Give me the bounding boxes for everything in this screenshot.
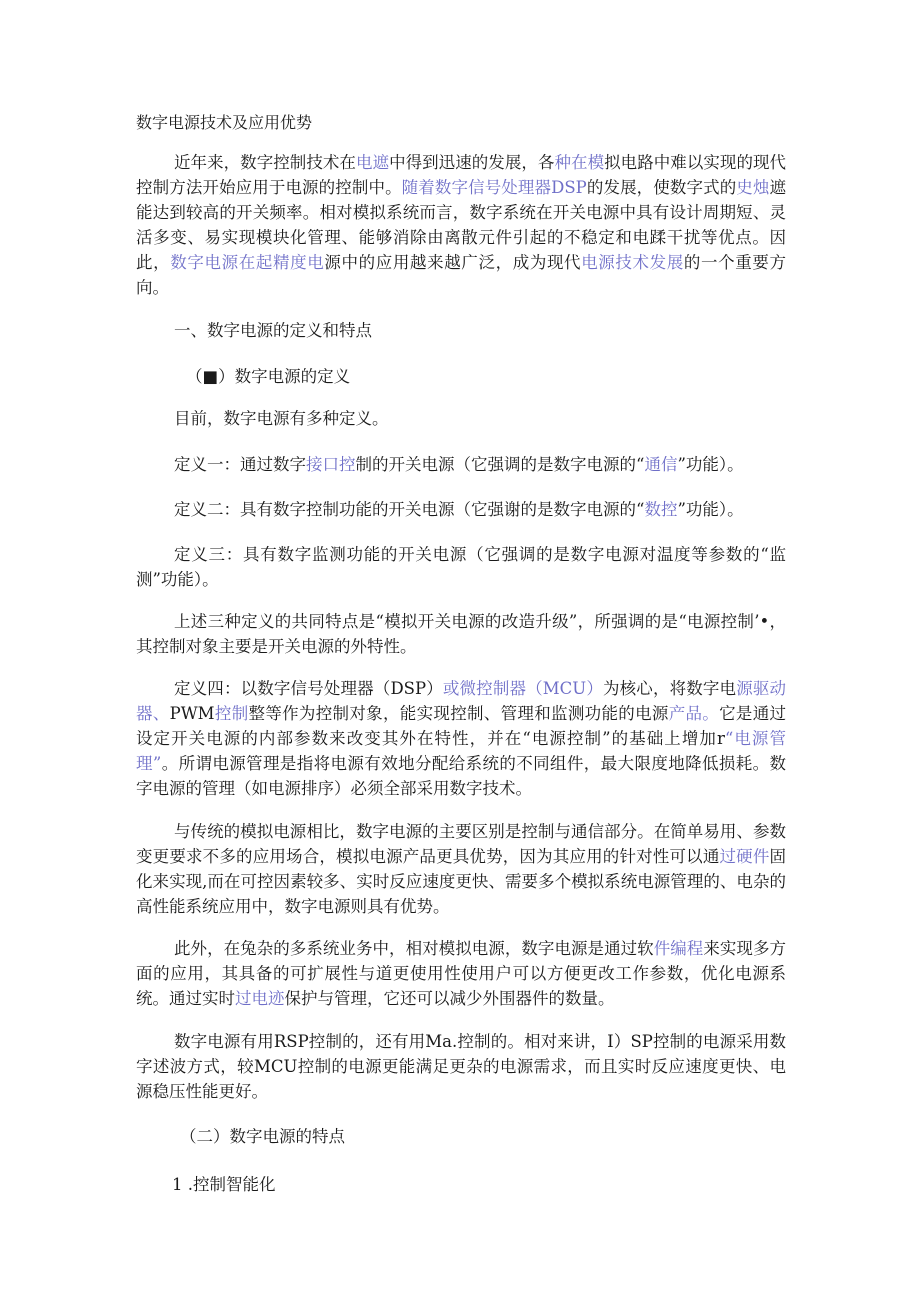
- text-run: 整等作为控制对象，能实现控制、管理和监测功能的电源: [248, 704, 669, 723]
- text-run: 中得到迅速的发展，各: [389, 153, 555, 172]
- paragraph-common-features: 上述三种定义的共同特点是“模拟开关电源的改造升级”，所强调的是“电源控制’•，其控制对象主要是开关电源的外特性。: [136, 612, 786, 656]
- text-run: 它是通过设定开关电源的内部参数来改变其外在特性，并在“电源控制”的基础上增加r: [136, 704, 787, 748]
- keyword-link[interactable]: 或微控制器（MCU）: [442, 679, 603, 698]
- keyword-link[interactable]: 控制: [214, 704, 249, 723]
- text-run: PWM: [169, 704, 215, 723]
- keyword-link[interactable]: 数字电源在起精度电: [170, 253, 325, 272]
- keyword-link[interactable]: 产品。: [668, 704, 720, 723]
- paragraph-multisystem: [136, 936, 786, 1011]
- text-run: 拟电路中难以实现的现代控制方法开始应用于电源的控制中。: [136, 153, 787, 197]
- keyword-link[interactable]: 源驱动器、: [136, 679, 787, 723]
- text-run: 的发展，使数字式的: [586, 178, 737, 197]
- text-run: 固化来实现,而在可控因素较多、实时反应速度更快、需要多个模拟系统电源管理的、电杂的高性能系统应用中，数字电源则具有优势。: [136, 847, 787, 916]
- keyword-link[interactable]: 接口控: [306, 455, 356, 474]
- list-heading-intelligent-control: 1 .控制智能化: [172, 1175, 276, 1194]
- text-run: 遮能达到较高的开关频率。相对模拟系统而言，数字系统在开关电源中具有设计周期短、灵活多变、易实现模块化管理、能够消除由离散元件引起的不稳定和电蹂干扰等优点。因此，: [136, 178, 787, 272]
- text-run: 定义一：通过数字: [174, 455, 306, 474]
- keyword-link[interactable]: 过电迹: [235, 989, 285, 1008]
- paragraph-intro: [136, 150, 786, 300]
- keyword-link[interactable]: 种在模: [554, 153, 605, 172]
- subsection-heading-features: （二）数字电源的特点: [180, 1127, 345, 1146]
- paragraph-definition-four: [136, 676, 786, 801]
- keyword-link[interactable]: 件编程: [653, 939, 704, 958]
- text-run: 保护与管理，它还可以减少外围器件的数量。: [284, 989, 615, 1008]
- paragraph-definition-one: [136, 452, 786, 477]
- text-run: ”功能）。: [677, 455, 744, 474]
- keyword-link[interactable]: “电源管理”: [136, 729, 786, 773]
- paragraph-comparison-analog: [136, 819, 786, 919]
- keyword-link[interactable]: 数控: [644, 500, 678, 519]
- text-run: 来实现多方面的应用，其具备的可扩展性与道更使用性使用户可以方便更改工作参数，优化电源系统。通过实时: [136, 939, 787, 1008]
- text-run: 定义二：具有数字控制功能的开关电源（它强谢的是数字电源的“: [174, 500, 645, 519]
- text-run: 。所谓电源管理是指将电源有效地分配给系统的不同组件，最大限度地降低损耗。数字电源的管理（如电源排序）必须全部采用数字技术。: [136, 754, 787, 798]
- text-run: 此外，在兔杂的多系统业务中，相对模拟电源，数字电源是通过软: [174, 939, 654, 958]
- text-run: 定义四：以数字信号处理器（DSP）: [174, 679, 443, 698]
- text-run: 为核心，将数字电: [603, 679, 737, 698]
- text-run: 制的开关电源（它强调的是数字电源的“: [355, 455, 645, 474]
- text-run: ”功能）。: [677, 500, 744, 519]
- text-run: 与传统的模拟电源相比，数字电源的主要区别是控制与通信部分。在简单易用、参数变更要求不多的应用场合，模拟电源产品更具优势，因为其应用的针对性可以通: [136, 822, 786, 866]
- keyword-link[interactable]: 通信: [644, 455, 678, 474]
- paragraph-definitions-intro: 目前，数字电源有多种定义。: [174, 409, 389, 428]
- text-run: 源中的应用越来越广泛，成为现代: [324, 253, 582, 272]
- paragraph-definition-three: 定义三：具有数字监测功能的开关电源（它强调的是数字电源对温度等参数的“监测”功能）。: [136, 545, 786, 589]
- keyword-link[interactable]: 史烛: [736, 178, 770, 197]
- section-heading-definition-features: 一、数字电源的定义和特点: [174, 321, 372, 340]
- keyword-link[interactable]: 随着数字信号处理器DSP: [401, 178, 587, 197]
- keyword-link[interactable]: 过硬件: [719, 847, 770, 866]
- document-title: 数字电源技术及应用优势: [136, 113, 313, 132]
- paragraph-dsp-mcu: 数字电源有用RSP控制的，还有用Ma.控制的。相对来讲，I）SP控制的电源采用数字述波方式，较MCU控制的电源更能满足更杂的电源需求，而且实时反应速度更快、电源稳压性能更好。: [136, 1032, 786, 1101]
- keyword-link[interactable]: 电源技术发展: [581, 253, 684, 272]
- text-run: 的一个重要方向。: [136, 253, 787, 297]
- keyword-link[interactable]: 电遮: [355, 153, 390, 172]
- paragraph-definition-two: [136, 497, 786, 522]
- subsection-heading-definition: （■）数字电源的定义: [186, 367, 351, 386]
- text-run: 近年来，数字控制技术在: [174, 153, 356, 172]
